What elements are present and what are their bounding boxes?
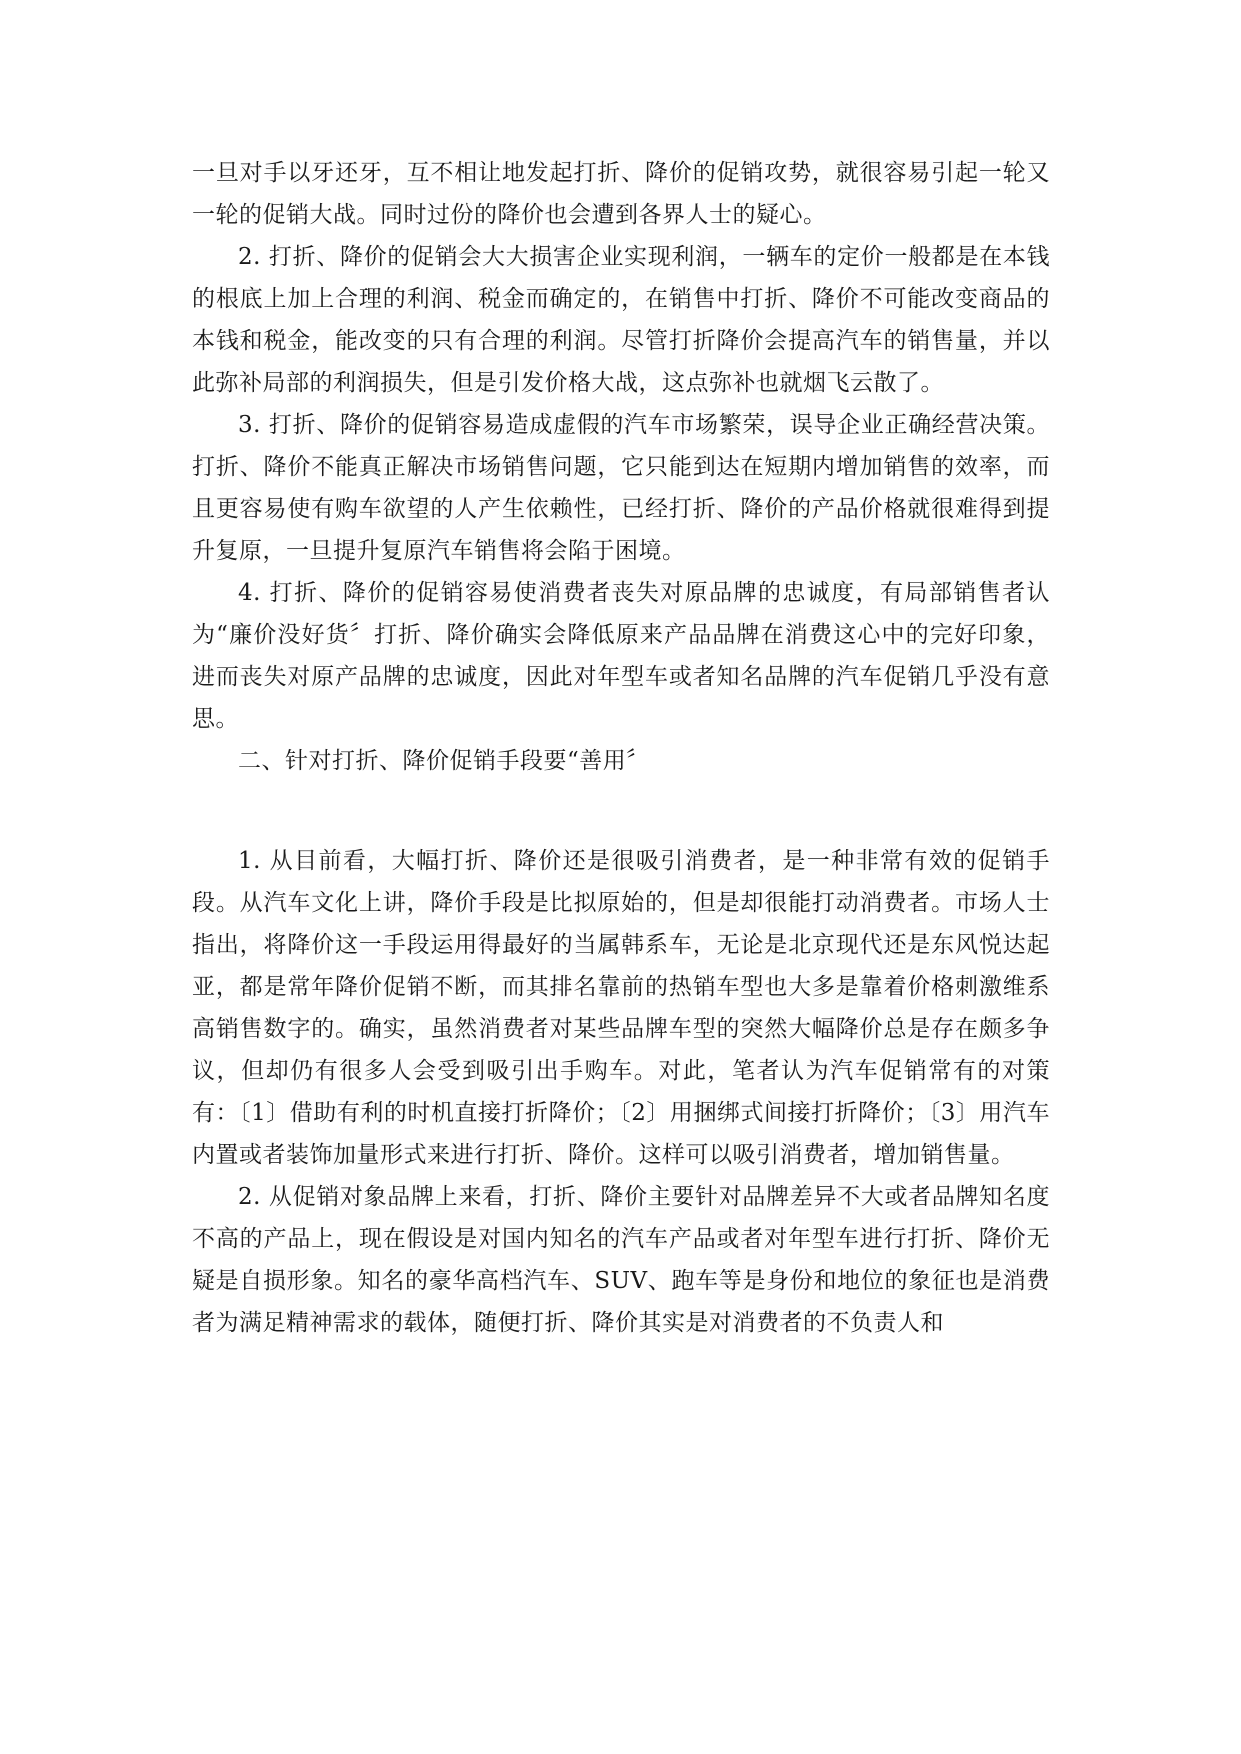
paragraph-point-4: 4. 打折、降价的促销容易使消费者丧失对原品牌的忠诚度，有局部销售者认为“廉价没好货〞打折、降价确实会降低原来产品品牌在消费这心中的完好印象，进而丧失对原产品牌的忠诚度，因此对年型车或者知名品牌的汽车促销几乎没有意思。: [192, 580, 1050, 732]
paragraph-strategy-1: 1. 从目前看，大幅打折、降价还是很吸引消费者，是一种非常有效的促销手段。从汽车文化上讲，降价手段是比拟原始的，但是却很能打动消费者。市场人士指出，将降价这一手段运用得最好的当属韩系车，无论是北京现代还是东风悦达起亚，都是常年降价促销不断，而其排名靠前的热销车型也大多是靠着价格刺激维系高销售数字的。确实，虽然消费者对某些品牌车型的突然大幅降价总是存在颇多争议，但却仍有很多人会受到吸引出手购车。对此，笔者认为汽车促销常有的对策有：〔1〕借助有利的时机直接打折降价；〔2〕用捆绑式间接打折降价；〔3〕用汽车内置或者装饰加量形式来进行打折、降价。这样可以吸引消费者，增加销售量。: [192, 848, 1050, 1168]
document-body: [192, 152, 1050, 1344]
paragraph-continuation: 一旦对手以牙还牙，互不相让地发起打折、降价的促销攻势，就很容易引起一轮又一轮的促销大战。同时过份的降价也会遭到各界人士的疑心。: [192, 160, 1050, 228]
section-heading: 二、针对打折、降价促销手段要“善用〞: [238, 748, 650, 774]
paragraph-strategy-2: 2. 从促销对象品牌上来看，打折、降价主要针对品牌差异不大或者品牌知名度不高的产品上，现在假设是对国内知名的汽车产品或者对年型车进行打折、降价无疑是自损形象。知名的豪华高档汽车、SUV、跑车等是身份和地位的象征也是消费者为满足精神需求的载体，随便打折、降价其实是对消费者的不负责人和: [192, 1184, 1050, 1336]
paragraph-point-3: 3. 打折、降价的促销容易造成虚假的汽车市场繁荣，误导企业正确经营决策。打折、降价不能真正解决市场销售问题，它只能到达在短期内增加销售的效率，而且更容易使有购车欲望的人产生依赖性，已经打折、降价的产品价格就很难得到提升复原，一旦提升复原汽车销售将会陷于困境。: [192, 412, 1050, 564]
paragraph-point-2: 2. 打折、降价的促销会大大损害企业实现利润，一辆车的定价一般都是在本钱的根底上加上合理的利润、税金而确定的，在销售中打折、降价不可能改变商品的本钱和税金，能改变的只有合理的利润。尽管打折降价会提高汽车的销售量，并以此弥补局部的利润损失，但是引发价格大战，这点弥补也就烟飞云散了。: [192, 244, 1050, 396]
